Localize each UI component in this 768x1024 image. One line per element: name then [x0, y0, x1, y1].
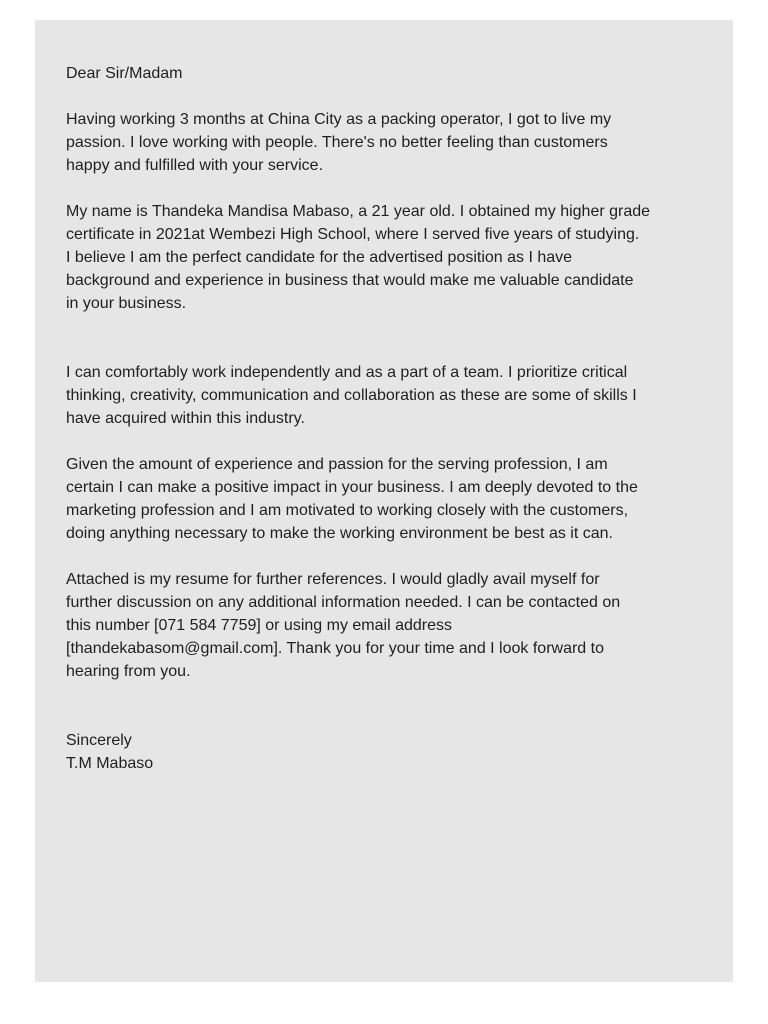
paragraph-motivation [66, 453, 706, 545]
paragraph-line: marketing profession and I am motivated to working closely with the customers, [66, 502, 629, 519]
paragraph-line: Attached is my resume for further references. I would gladly avail myself for [66, 571, 600, 588]
paragraph-line: My name is Thandeka Mandisa Mabaso, a 21 year old. I obtained my higher grade [66, 203, 651, 220]
paragraph-line: I believe I am the perfect candidate for the advertised position as I have [66, 249, 573, 266]
paragraph-introduction [66, 200, 706, 315]
paragraph-line: happy and fulfilled with your service. [66, 157, 324, 174]
paragraph-line: in your business. [66, 295, 187, 312]
paragraph-line: background and experience in business that would make me valuable candidate [66, 272, 634, 289]
paragraph-line: I can comfortably work independently and as a part of a team. I prioritize critical [66, 364, 628, 381]
salutation: Dear Sir/Madam [66, 65, 183, 82]
paragraph-line: Given the amount of experience and passion for the serving profession, I am [66, 456, 608, 473]
closing: Sincerely [66, 732, 132, 749]
paragraph-skills [66, 361, 706, 430]
paragraph-line: thinking, creativity, communication and collaboration as these are some of skills I [66, 387, 637, 404]
paragraph-line: have acquired within this industry. [66, 410, 305, 427]
paragraph-line: doing anything necessary to make the working environment be best as it can. [66, 525, 613, 542]
signature: T.M Mabaso [66, 755, 154, 772]
paragraph-line: passion. I love working with people. There's no better feeling than customers [66, 134, 608, 151]
paragraph-line: this number [071 584 7759] or using my email address [66, 617, 452, 634]
paragraph-line: certificate in 2021at Wembezi High School, where I served five years of studying. [66, 226, 640, 243]
paragraph-line: Having working 3 months at China City as a packing operator, I got to live my [66, 111, 612, 128]
cover-letter [66, 62, 706, 775]
paragraph-experience [66, 108, 706, 177]
paragraph-line: hearing from you. [66, 663, 191, 680]
paragraph-contact [66, 568, 706, 683]
paragraph-line: [thandekabasom@gmail.com]. Thank you for your time and I look forward to [66, 640, 604, 657]
letter-page [35, 20, 733, 982]
paragraph-line: further discussion on any additional information needed. I can be contacted on [66, 594, 621, 611]
paragraph-line: certain I can make a positive impact in your business. I am deeply devoted to the [66, 479, 638, 496]
